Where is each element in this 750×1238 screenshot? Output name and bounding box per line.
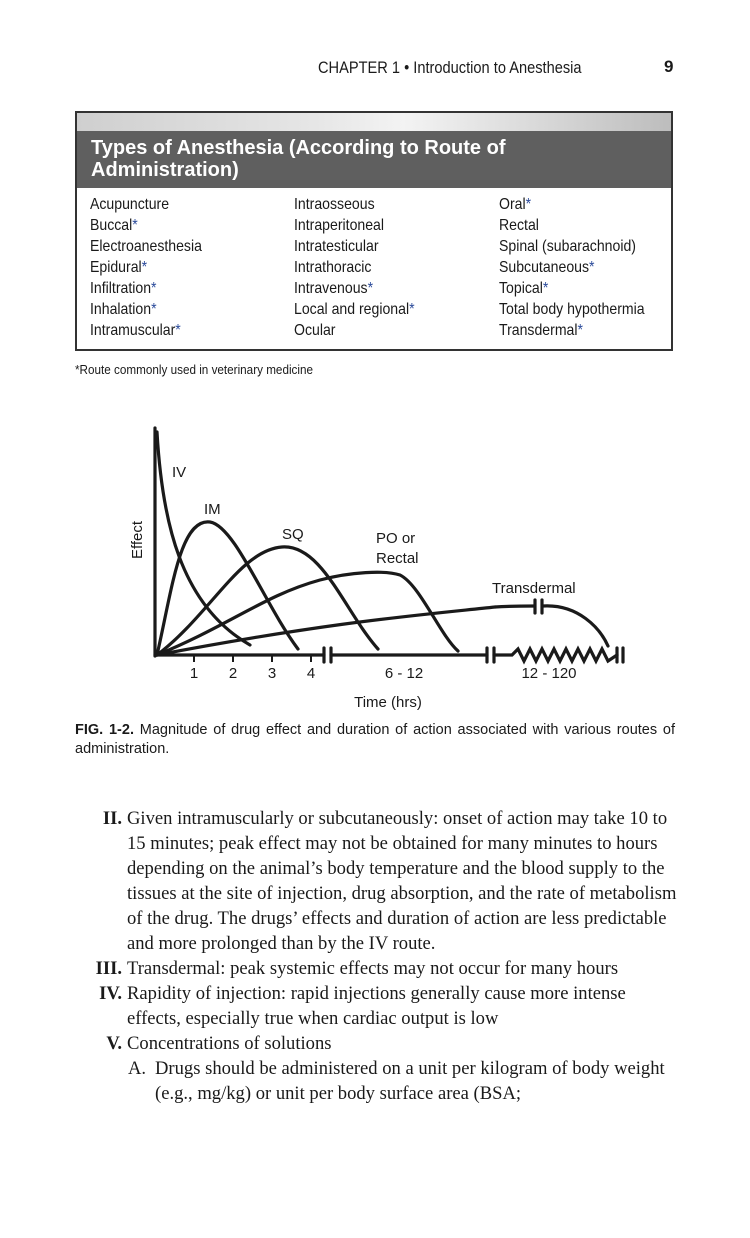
list-item: [0, 956, 750, 981]
table-title: Types of Anesthesia (According to Route of Administration): [91, 137, 506, 181]
table-cell-text: Transdermal: [499, 322, 578, 339]
table-cell-text: Intraosseous: [294, 196, 375, 213]
table-column-2: [294, 194, 431, 341]
table-cell: [294, 215, 415, 236]
anesthesia-types-table: [75, 111, 673, 351]
table-cell: [499, 194, 645, 215]
table-cell-text: Buccal: [90, 217, 133, 234]
table-cell: [294, 257, 415, 278]
table-cell: [90, 236, 202, 257]
page-number: 9: [664, 57, 674, 76]
list-item-text: Concentrations of solutions: [127, 1033, 332, 1054]
figure-caption-text: Magnitude of drug effect and duration of action associated with various routes of administration.: [75, 722, 675, 757]
x-axis-label: Time (hrs): [354, 694, 422, 711]
table-cell: [499, 299, 645, 320]
figure-caption-label: FIG. 1-2.: [75, 722, 134, 738]
table-cell-text: Intrathoracic: [294, 259, 372, 276]
sub-list-letter: A.: [128, 1058, 147, 1079]
table-cell-text: Total body hypothermia: [499, 301, 645, 318]
po-label-line2: Rectal: [376, 550, 419, 567]
list-number: II.: [102, 808, 122, 829]
list-item-text: Transdermal: peak systemic effects may not occur for many hours: [127, 958, 619, 979]
table-cell: [294, 236, 415, 257]
table-cell: [90, 278, 202, 299]
table-cell: [90, 257, 202, 278]
transdermal-label: Transdermal: [492, 580, 576, 597]
table-cell-text: Intraperitoneal: [294, 217, 385, 234]
table-decorative-strip: [77, 113, 671, 131]
table-cell: [90, 320, 202, 341]
veterinary-asterisk: *: [132, 217, 138, 234]
table-cell-text: Acupuncture: [90, 196, 170, 213]
table-cell: [499, 236, 645, 257]
table-cell: [90, 194, 202, 215]
table-column-3: [499, 194, 664, 341]
table-cell: [90, 215, 202, 236]
table-header: [77, 131, 671, 188]
table-cell-text: Inhalation: [90, 301, 152, 318]
table-column-1: [90, 194, 217, 341]
transdermal-curve-tail: [543, 606, 608, 646]
x-tick-label: 2: [228, 665, 238, 682]
table-cell: [499, 278, 645, 299]
veterinary-asterisk: *: [589, 259, 595, 276]
veterinary-asterisk: *: [542, 280, 549, 297]
table-cell: [499, 257, 645, 278]
table-cell-text: Rectal: [499, 217, 539, 234]
x-axis-zigzag: [494, 649, 617, 661]
table-cell-text: Topical: [499, 280, 543, 297]
veterinary-asterisk: *: [525, 196, 532, 213]
table-cell: [294, 278, 415, 299]
table-cell-text: Epidural: [90, 259, 142, 276]
list-item-text: Rapidity of injection: rapid injections generally cause more intense effects, especially true when cardiac output is low: [127, 983, 626, 1029]
transdermal-curve-mid: [495, 606, 535, 607]
table-cell-text: Local and regional: [294, 301, 410, 318]
sub-list-item-text: Drugs should be administered on a unit per kilogram of body weight (e.g., mg/kg) or unit per body surface area (BSA;: [155, 1058, 665, 1104]
list-item: [0, 806, 750, 956]
im-label: IM: [204, 501, 221, 518]
veterinary-asterisk: *: [409, 301, 415, 318]
drug-effect-figure: [0, 400, 750, 715]
table-cell: [90, 299, 202, 320]
table-cell-text: Intratesticular: [294, 238, 379, 255]
iv-label: IV: [172, 464, 187, 481]
list-number: V.: [106, 1033, 122, 1054]
table-cell: [499, 320, 645, 341]
running-head: [0, 58, 750, 80]
table-cell-text: Spinal (subarachnoid): [499, 238, 636, 255]
veterinary-asterisk: *: [151, 301, 157, 318]
veterinary-asterisk: *: [367, 280, 374, 297]
sub-list-item: [0, 1056, 750, 1106]
po-label-line1: PO or: [376, 530, 416, 547]
chapter-title: CHAPTER 1 • Introduction to Anesthesia: [318, 58, 582, 77]
y-axis-label: Effect: [129, 520, 146, 560]
veterinary-asterisk: *: [175, 322, 181, 339]
table-cell-text: Infiltration: [90, 280, 152, 297]
list-item: [0, 981, 750, 1031]
sq-label: SQ: [282, 526, 304, 543]
table-cell: [499, 215, 645, 236]
x-tick-label: 4: [306, 665, 316, 682]
table-cell-text: Subcutaneous: [499, 259, 590, 276]
table-cell-text: Intravenous: [294, 280, 368, 297]
list-item: [0, 1031, 750, 1056]
table-footnote: *Route commonly used in veterinary medicine: [75, 362, 314, 377]
list-item-text: Given intramuscularly or subcutaneously: onset of action may take 10 to 15 minutes; peak effect may not be obtained for many minutes to hours depending on the animal’s body temperature and the blood supply to the tissues at the site of injection, drug absorption, and the rate of metabolism of the drug. The drugs’ effects and duration of action are less predictable and more prolonged than by the IV route.: [127, 808, 677, 954]
x-tick-label: 1: [189, 665, 199, 682]
veterinary-asterisk: *: [141, 259, 148, 276]
veterinary-asterisk: *: [577, 322, 583, 339]
x-tick-label: 6 - 12: [384, 665, 424, 682]
x-tick-label: 3: [267, 665, 277, 682]
body-text: [0, 806, 750, 1106]
table-cell: [294, 194, 415, 215]
table-cell-text: Oral: [499, 196, 526, 213]
table-cell-text: Ocular: [294, 322, 336, 339]
list-number: III.: [95, 958, 122, 979]
figure-caption: [75, 721, 675, 759]
table-cell: [294, 299, 415, 320]
table-cell: [294, 320, 415, 341]
x-tick-label: 12 - 120: [521, 665, 577, 682]
list-number: IV.: [99, 983, 122, 1004]
iv-curve: [157, 432, 250, 645]
table-cell-text: Intramuscular: [90, 322, 176, 339]
veterinary-asterisk: *: [151, 280, 157, 297]
table-cell-text: Electroanesthesia: [90, 238, 202, 255]
